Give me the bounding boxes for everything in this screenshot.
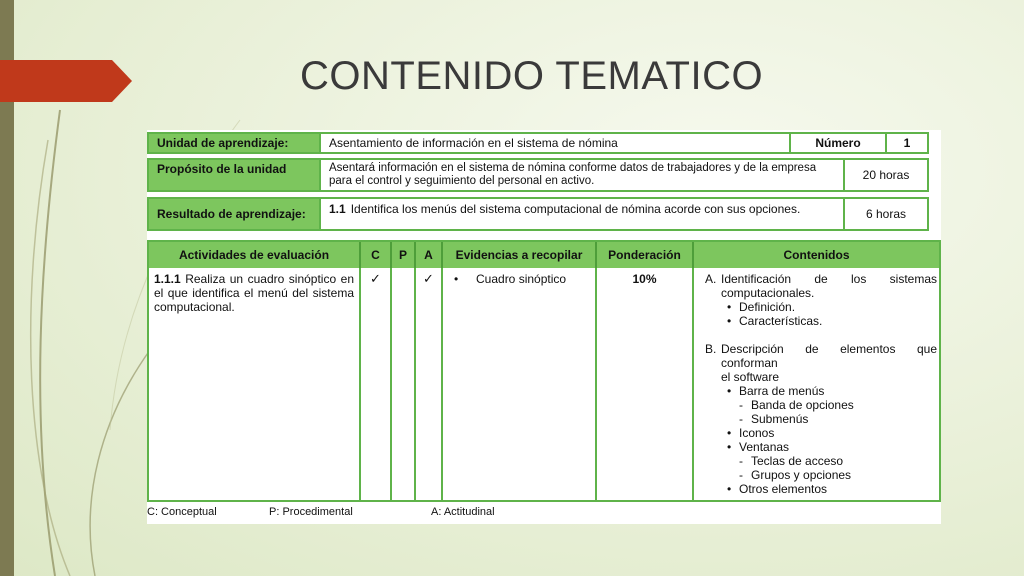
- unidad-row: [147, 132, 929, 154]
- content-b-item: • Iconos: [699, 426, 937, 440]
- activity-cell: [149, 268, 361, 500]
- th-c: C: [361, 242, 392, 268]
- th-ponderacion: Ponderación: [597, 242, 694, 268]
- content-b-item: • Otros elementos: [699, 482, 937, 496]
- content-b-item: • Barra de menús: [699, 384, 937, 398]
- slide-title: CONTENIDO TEMATICO: [300, 54, 764, 98]
- activity-code: 1.1.1: [154, 272, 181, 286]
- th-contenidos: Contenidos: [694, 242, 939, 268]
- legend-p: P: Procedimental: [269, 506, 353, 518]
- weight-cell: 10%: [597, 268, 694, 500]
- resultado-hours: 6 horas: [843, 199, 927, 229]
- resultado-row: [147, 197, 929, 231]
- content-a-item: • Características.: [699, 314, 937, 328]
- evidence-cell: [443, 268, 597, 500]
- legend: [147, 504, 941, 522]
- content-a-title-line1: Identificación de los sistemas: [721, 272, 937, 286]
- resultado-value: Identifica los menús del sistema computacional de nómina acorde con sus opciones.: [350, 202, 801, 216]
- numero-value: 1: [885, 134, 927, 152]
- content-b: [699, 342, 937, 384]
- content-b-subitem: - Banda de opciones: [699, 398, 937, 412]
- c-check: ✓: [361, 268, 392, 500]
- th-a: A: [416, 242, 443, 268]
- legend-c: C: Conceptual: [147, 506, 217, 518]
- legend-a: A: Actitudinal: [431, 506, 495, 518]
- numero-label: Número: [789, 134, 885, 152]
- content-a-item: • Definición.: [699, 300, 937, 314]
- p-check: [392, 268, 416, 500]
- proposito-label: Propósito de la unidad: [149, 160, 319, 190]
- resultado-code: 1.1: [329, 202, 346, 216]
- content-b-subitem: - Submenús: [699, 412, 937, 426]
- content-b-subitem: - Teclas de acceso: [699, 454, 937, 468]
- unidad-label: Unidad de aprendizaje:: [149, 134, 319, 152]
- evaluation-table: [147, 240, 941, 502]
- content-a-label: A.: [705, 272, 717, 286]
- content-b-title-line2: el software: [721, 370, 780, 384]
- proposito-hours: 20 horas: [843, 160, 927, 190]
- document-table: [147, 130, 941, 524]
- th-p: P: [392, 242, 416, 268]
- a-check: ✓: [416, 268, 443, 500]
- content-b-label: B.: [705, 342, 717, 356]
- title-arrow-accent: [0, 60, 132, 102]
- unidad-value: Asentamiento de información en el sistema de nómina: [319, 134, 789, 152]
- evidence-item: • Cuadro sinóptico: [448, 272, 590, 286]
- content-a: [699, 272, 937, 300]
- resultado-label: Resultado de aprendizaje:: [149, 199, 319, 229]
- proposito-value: Asentará información en el sistema de nómina conforme datos de trabajadores y de la empresa para el control y seguimiento del personal en activo.: [319, 160, 843, 190]
- content-a-title-line2: computacionales.: [721, 286, 815, 300]
- activity-text: Realiza un cuadro sinóptico en el que identifica el menú del sistema computacional.: [154, 272, 354, 314]
- content-b-subitem: - Grupos y opciones: [699, 468, 937, 482]
- contents-cell: [694, 268, 939, 500]
- resultado-text: [319, 199, 843, 229]
- proposito-row: [147, 158, 929, 192]
- th-evidencias: Evidencias a recopilar: [443, 242, 597, 268]
- th-actividades: Actividades de evaluación: [149, 242, 361, 268]
- content-b-item: • Ventanas: [699, 440, 937, 454]
- content-b-title-line1: Descripción de elementos que conforman: [721, 342, 937, 370]
